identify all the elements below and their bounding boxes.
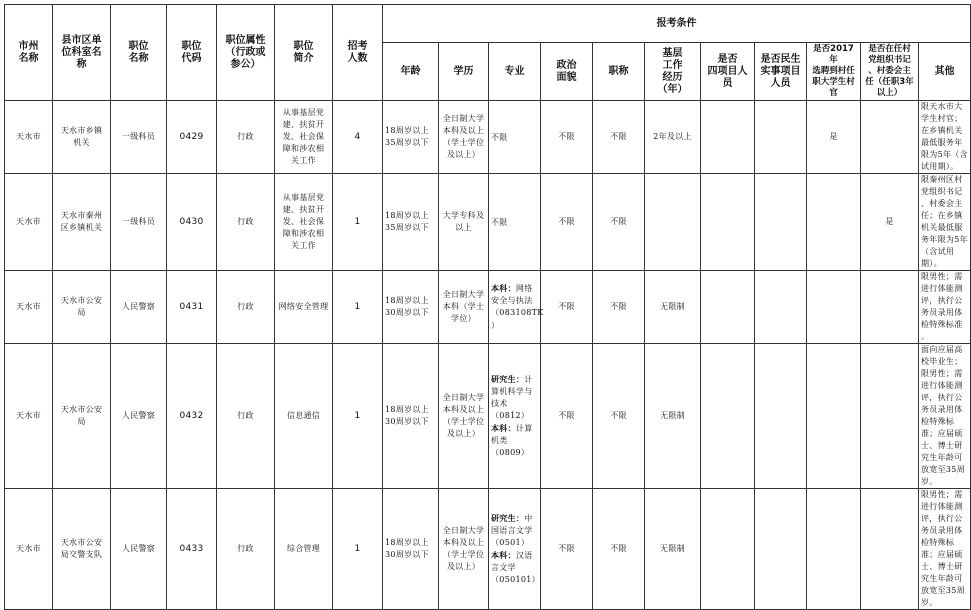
- cell-education: 大学专科及 以上: [439, 174, 489, 271]
- recruitment-table-sheet: [4, 4, 968, 607]
- cell-four-projects: [701, 271, 755, 344]
- cell-grassroots: [645, 174, 701, 271]
- major-value-1: 中 国语言文学 （0501）: [491, 514, 533, 547]
- cell-position-name: 人民警察: [111, 271, 167, 344]
- major-label-1: 研究生：: [491, 513, 525, 523]
- cell-village-2017: [807, 489, 861, 610]
- cell-other: 限天水市大 学生村官； 在乡镇机关 最低服务年 限为5年（含 试用期）。: [919, 101, 971, 174]
- header-age: 年龄: [383, 43, 439, 101]
- cell-livelihood: [755, 489, 807, 610]
- cell-age: 18周岁以上 30周岁以下: [383, 489, 439, 610]
- table-row: [5, 271, 971, 344]
- table-body: [5, 101, 971, 610]
- table-row: [5, 489, 971, 610]
- header-four-projects: 是否 四项目人 员: [701, 43, 755, 101]
- cell-four-projects: [701, 174, 755, 271]
- cell-city: 天水市: [5, 344, 53, 489]
- cell-unit: 天水市乡镇 机关: [53, 101, 111, 174]
- cell-recruit: 1: [333, 344, 383, 489]
- cell-four-projects: [701, 489, 755, 610]
- major-value-2: 汉语 言文学 （050101）: [491, 551, 540, 584]
- cell-attribute: 行政: [217, 271, 275, 344]
- cell-political: 不限: [541, 271, 593, 344]
- major-value-1: 网络 安全与执法 （083108TK ）: [491, 284, 544, 330]
- cell-recruit: 1: [333, 174, 383, 271]
- cell-position-name: 人民警察: [111, 344, 167, 489]
- cell-village-secretary: 是: [861, 174, 919, 271]
- header-city: 市州 名称: [5, 5, 53, 101]
- cell-major: [489, 344, 541, 489]
- cell-position-code: 0430: [167, 174, 217, 271]
- table-row: [5, 101, 971, 174]
- cell-village-secretary: [861, 271, 919, 344]
- cell-livelihood: [755, 344, 807, 489]
- cell-attribute: 行政: [217, 174, 275, 271]
- header-conditions: 报考条件: [383, 5, 971, 43]
- cell-major: [489, 174, 541, 271]
- cell-village-secretary: [861, 101, 919, 174]
- cell-city: 天水市: [5, 174, 53, 271]
- cell-education: 全日制大学 本科及以上 （学士学位 及以上）: [439, 489, 489, 610]
- cell-position-name: 一级科员: [111, 174, 167, 271]
- cell-village-2017: [807, 174, 861, 271]
- cell-title: 不限: [593, 174, 645, 271]
- cell-intro: 从事基层党 建、扶贫开 发、社会保 障和涉农相 关工作: [275, 101, 333, 174]
- header-major: 专业: [489, 43, 541, 101]
- major-text: 不限: [491, 217, 508, 227]
- cell-village-secretary: [861, 344, 919, 489]
- cell-age: 18周岁以上 35周岁以下: [383, 174, 439, 271]
- major-label-2: 本科：: [491, 550, 516, 560]
- cell-education: 全日制大学 本科（学士 学位）: [439, 271, 489, 344]
- recruitment-table: [4, 4, 971, 610]
- major-value-1: 计 算机科学与 技术 （0812）: [491, 375, 533, 420]
- cell-political: 不限: [541, 344, 593, 489]
- header-other: 其他: [919, 43, 971, 101]
- major-text: 不限: [491, 132, 508, 142]
- cell-village-secretary: [861, 489, 919, 610]
- cell-four-projects: [701, 344, 755, 489]
- cell-intro: 网络安全管理: [275, 271, 333, 344]
- cell-other: 限秦州区村 党组织书记 、村委会主 任；在乡镇 机关最低服 务年限为5年 （含试用 期）。: [919, 174, 971, 271]
- header-intro: 职位 简介: [275, 5, 333, 101]
- table-row: [5, 344, 971, 489]
- cell-livelihood: [755, 271, 807, 344]
- header-position-code: 职位 代码: [167, 5, 217, 101]
- cell-title: 不限: [593, 344, 645, 489]
- cell-attribute: 行政: [217, 101, 275, 174]
- cell-recruit: 4: [333, 101, 383, 174]
- cell-title: 不限: [593, 271, 645, 344]
- major-label-2: 本科：: [491, 423, 516, 433]
- header-village-secretary: 是否在任村 党组织书记 、村委会主 任（任职3年 以上）: [861, 43, 919, 101]
- header-recruit: 招考 人数: [333, 5, 383, 101]
- cell-other: 面向应届高 校毕业生； 限男性；需 进行体能测 评，执行公 务员录用体 检特殊标 准；应届硕 士、博士研 究生年龄可 放宽至35周 岁。: [919, 344, 971, 489]
- cell-major: [489, 101, 541, 174]
- cell-political: 不限: [541, 101, 593, 174]
- cell-village-2017: [807, 344, 861, 489]
- cell-grassroots: 无限制: [645, 344, 701, 489]
- header-livelihood: 是否民生 实事项目 人员: [755, 43, 807, 101]
- cell-attribute: 行政: [217, 489, 275, 610]
- cell-education: 全日制大学 本科及以上 （学士学位 及以上）: [439, 344, 489, 489]
- major-label-1: 本科：: [491, 283, 516, 293]
- cell-village-2017: 是: [807, 101, 861, 174]
- header-unit: 县市区单 位科室名 称: [53, 5, 111, 101]
- cell-livelihood: [755, 101, 807, 174]
- cell-village-2017: [807, 271, 861, 344]
- cell-position-code: 0432: [167, 344, 217, 489]
- cell-position-name: 一级科员: [111, 101, 167, 174]
- major-label-1: 研究生：: [491, 374, 525, 384]
- header-title: 职称: [593, 43, 645, 101]
- cell-age: 18周岁以上 30周岁以下: [383, 271, 439, 344]
- header-education: 学历: [439, 43, 489, 101]
- cell-grassroots: 无限制: [645, 271, 701, 344]
- header-grassroots: 基层 工作 经历 （年）: [645, 43, 701, 101]
- cell-intro: 从事基层党 建、扶贫开 发、社会保 障和涉农相 关工作: [275, 174, 333, 271]
- cell-title: 不限: [593, 489, 645, 610]
- cell-age: 18周岁以上 30周岁以下: [383, 344, 439, 489]
- cell-major: [489, 271, 544, 344]
- cell-unit: 天水市公安 局交警支队: [53, 489, 111, 610]
- header-political: 政治 面貌: [541, 43, 593, 101]
- cell-city: 天水市: [5, 489, 53, 610]
- cell-position-code: 0433: [167, 489, 217, 610]
- cell-intro: 信息通信: [275, 344, 333, 489]
- cell-intro: 综合管理: [275, 489, 333, 610]
- cell-city: 天水市: [5, 271, 53, 344]
- cell-title: 不限: [593, 101, 645, 174]
- cell-other: 限男性；需 进行体能测 评，执行公 务员录用体 检特殊标准 。: [919, 271, 971, 344]
- cell-unit: 天水市秦州 区乡镇机关: [53, 174, 111, 271]
- cell-major: [489, 489, 541, 610]
- cell-livelihood: [755, 174, 807, 271]
- header-village-2017: 是否2017年 选聘到村任 职大学生村 官: [807, 43, 861, 101]
- cell-other: 限男性；需 进行体能测 评，执行公 务员录用体 检特殊标 准；应届硕 士、博士研 究生年龄可 放宽至35周 岁。: [919, 489, 971, 610]
- cell-position-code: 0431: [167, 271, 217, 344]
- major-value-2: 计算 机类 （0809）: [491, 424, 533, 457]
- cell-position-name: 人民警察: [111, 489, 167, 610]
- cell-grassroots: 无限制: [645, 489, 701, 610]
- cell-four-projects: [701, 101, 755, 174]
- cell-unit: 天水市公安 局: [53, 344, 111, 489]
- cell-position-code: 0429: [167, 101, 217, 174]
- cell-political: 不限: [541, 489, 593, 610]
- cell-education: 全日制大学 本科及以上 （学士学位 及以上）: [439, 101, 489, 174]
- header-attribute: 职位属性 （行政或 参公）: [217, 5, 275, 101]
- cell-age: 18周岁以上 35周岁以下: [383, 101, 439, 174]
- cell-unit: 天水市公安 局: [53, 271, 111, 344]
- cell-political: 不限: [541, 174, 593, 271]
- header-position-name: 职位 名称: [111, 5, 167, 101]
- cell-city: 天水市: [5, 101, 53, 174]
- cell-attribute: 行政: [217, 344, 275, 489]
- cell-recruit: 1: [333, 489, 383, 610]
- cell-recruit: 1: [333, 271, 383, 344]
- table-row: [5, 174, 971, 271]
- cell-grassroots: 2年及以上: [645, 101, 701, 174]
